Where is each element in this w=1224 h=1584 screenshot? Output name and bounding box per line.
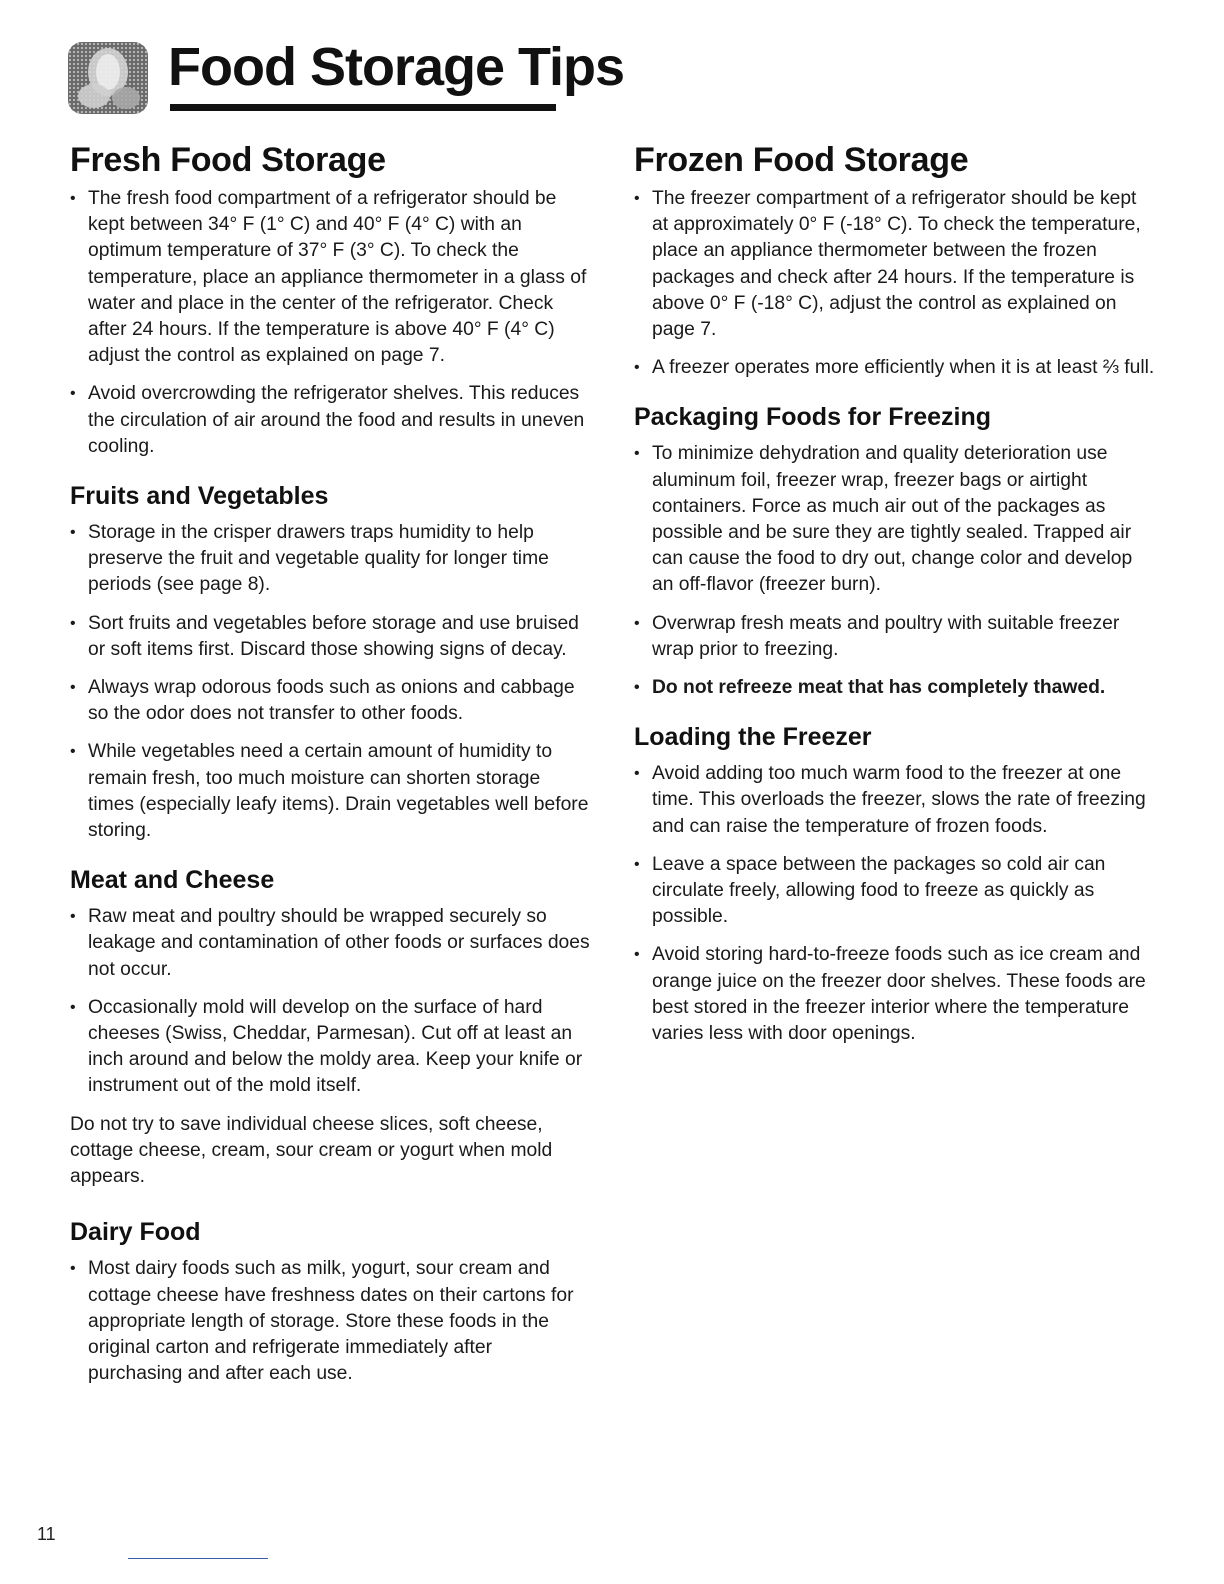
refreeze-warning: • Do not refreeze meat that has completely thawed. [634, 675, 1156, 701]
dairy-heading: Dairy Food [70, 1218, 201, 1247]
list-item: • Always wrap odorous foods such as onions and cabbage so the odor does not transfer to other foods. [70, 675, 590, 727]
dairy-list [70, 1256, 590, 1387]
meat-cheese-heading: Meat and Cheese [70, 866, 275, 895]
title-underline [170, 104, 556, 111]
right-column [634, 140, 1156, 1059]
frozen-food-section [634, 140, 1156, 381]
list-item: • Avoid storing hard-to-freeze foods such as ice cream and orange juice on the freezer door shelves. These foods are best stored in the freezer interior where the temperature varies less with door openings. [634, 942, 1156, 1047]
fruits-vegetables-section [70, 480, 590, 844]
list-item: • The fresh food compartment of a refrigerator should be kept between 34° F (1° C) and 40° F (4° C) with an optimum temperature of 37° F (3° C). To check the temperature, place an appliance thermometer in a glass of water and place in the center of the refrigerator. Check after 24 hours. If the temperature is above 40° F (4° C) adjust the control as explained on page 7. [70, 186, 590, 369]
list-item: • Avoid adding too much warm food to the freezer at one time. This overloads the freezer, slows the rate of freezing and can raise the temperature of frozen foods. [634, 761, 1156, 840]
loading-list [634, 761, 1156, 1047]
list-item: • Sort fruits and vegetables before storage and use bruised or soft items first. Discard those showing signs of decay. [70, 611, 590, 663]
page-header [68, 30, 625, 116]
packaging-heading: Packaging Foods for Freezing [634, 403, 991, 432]
frozen-food-heading: Frozen Food Storage [634, 141, 969, 179]
list-item: • Most dairy foods such as milk, yogurt, sour cream and cottage cheese have freshness dates on their cartons for appropriate length of storage. Store these foods in the original carton and refrigerate immediately after purchasing and after each use. [70, 1256, 590, 1387]
list-item: • The freezer compartment of a refrigerator should be kept at approximately 0° F (-18° C). To check the temperature, place an appliance thermometer between the frozen packages and check after 24 hours. If the temperature is above 0° F (-18° C), adjust the control as explained on page 7. [634, 186, 1156, 343]
page-number: 11 [37, 1524, 56, 1544]
list-item: • Avoid overcrowding the refrigerator shelves. This reduces the circulation of air around the food and results in uneven cooling. [70, 381, 590, 460]
cheese-mold-note: Do not try to save individual cheese slices, soft cheese, cottage cheese, cream, sour cream or yogurt when mold appears. [70, 1113, 553, 1188]
list-item: • Overwrap fresh meats and poultry with suitable freezer wrap prior to freezing. [634, 611, 1156, 663]
list-item: • Occasionally mold will develop on the surface of hard cheeses (Swiss, Cheddar, Parmesan). Cut off at least an inch around and below the moldy area. Keep your knife or instrument out of the mold itself. [70, 995, 590, 1100]
fresh-food-heading: Fresh Food Storage [70, 141, 386, 179]
list-item: • Leave a space between the packages so cold air can circulate freely, allowing food to freeze as quickly as possible. [634, 852, 1156, 931]
packaging-section [634, 401, 1156, 701]
dairy-section [70, 1216, 590, 1387]
meat-cheese-list [70, 904, 590, 1099]
loading-section [634, 721, 1156, 1047]
list-item: • Storage in the crisper drawers traps humidity to help preserve the fruit and vegetable quality for longer time periods (see page 8). [70, 520, 590, 599]
footer-divider [128, 1558, 268, 1559]
fruits-vegetables-heading: Fruits and Vegetables [70, 482, 329, 511]
fruits-vegetables-list [70, 520, 590, 844]
list-item: • To minimize dehydration and quality deterioration use aluminum foil, freezer wrap, freezer bags or airtight containers. Force as much air out of the packages as possible and be sure they are tightly sealed. Trapped air can cause the food to dry out, change color and develop an off-flavor (freezer burn). [634, 441, 1156, 598]
packaging-list [634, 441, 1156, 701]
loading-heading: Loading the Freezer [634, 723, 872, 752]
frozen-food-list [634, 186, 1156, 381]
left-column [70, 140, 590, 1399]
list-item: • Raw meat and poultry should be wrapped securely so leakage and contamination of other foods or surfaces does not occur. [70, 904, 590, 983]
food-storage-logo-icon [68, 42, 148, 114]
list-item: • A freezer operates more efficiently when it is at least ⅔ full. [634, 355, 1156, 381]
page-title: Food Storage Tips [168, 37, 625, 97]
meat-cheese-section [70, 864, 590, 1190]
list-item: • While vegetables need a certain amount of humidity to remain fresh, too much moisture can shorten storage times (especially leafy items). Drain vegetables well before storing. [70, 739, 590, 844]
fresh-food-section [70, 140, 590, 460]
fresh-food-list [70, 186, 590, 460]
